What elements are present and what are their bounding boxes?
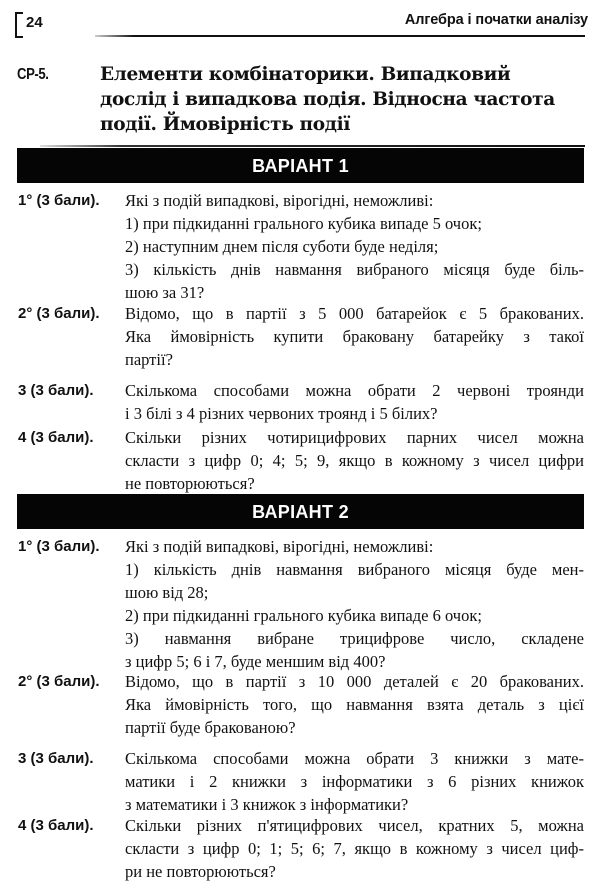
task-line: 3) кількість днів навмання вибраного місяця буде біль- — [125, 260, 584, 279]
task-line: і 3 білі з 4 різних червоних троянд і 5 білих? — [125, 404, 438, 423]
running-title: Алгебра і початки аналізу — [404, 12, 588, 28]
task-line: Скількома способами можна обрати 2 червоні троянди — [125, 381, 584, 400]
task-text — [125, 302, 584, 371]
task-line: матики і 2 книжки з інформатики з 6 різних книжок — [125, 772, 584, 791]
page-number-bracket — [15, 12, 23, 38]
task-line: 2) наступним днем після суботи буде неділя; — [125, 237, 439, 256]
section-title-line: Елементи комбінаторики. Випадковий — [100, 64, 511, 85]
task-line: партії? — [125, 350, 173, 369]
task-line: шою за 31? — [125, 283, 205, 302]
variant-1-header: ВАРІАНТ 1 — [17, 148, 584, 183]
task-text — [125, 379, 584, 425]
section-code: СР-5. — [17, 66, 49, 83]
task-line: скласти з цифр 0; 4; 5; 9, якщо в кожному з чисел цифри — [125, 451, 584, 470]
task-line: Які з подій випадкові, вірогідні, неможливі: — [125, 537, 434, 556]
task-line: Яка ймовірність купити браковану батарейку з такої — [125, 327, 584, 346]
task-line: Відомо, що в партії з 5 000 батарейок є 5 бракованих. — [125, 304, 584, 323]
task-text — [125, 670, 584, 739]
page-number: 24 — [26, 14, 43, 31]
task-label: 4 (3 бали). — [18, 429, 94, 446]
task-line: ри не повторюються? — [125, 862, 276, 881]
section-title-line: події. Ймовірність події — [100, 114, 351, 135]
task-label: 4 (3 бали). — [18, 817, 94, 834]
section-title — [100, 62, 590, 137]
header-divider — [95, 35, 585, 37]
task-line: 2) при підкиданні грального кубика випаде 6 очок; — [125, 606, 482, 625]
task-text — [125, 747, 584, 816]
task-text — [125, 814, 584, 883]
task-line: Скільки різних чотирицифрових парних чисел можна — [125, 428, 584, 447]
task-label: 1° (3 бали). — [18, 538, 100, 555]
task-line: скласти з цифр 0; 1; 5; 6; 7, якщо в кожному з чисел циф- — [125, 839, 584, 858]
task-line: 3) навмання вибране трицифрове число, складене — [125, 629, 584, 648]
task-label: 2° (3 бали). — [18, 305, 100, 322]
task-line: Які з подій випадкові, вірогідні, неможливі: — [125, 191, 434, 210]
task-line: з цифр 5; 6 і 7, буде меншим від 400? — [125, 652, 386, 671]
task-line: шою від 28; — [125, 583, 209, 602]
title-divider — [40, 145, 585, 147]
task-line: Скільки різних п'ятицифрових чисел, кратних 5, можна — [125, 816, 584, 835]
task-text — [125, 189, 584, 304]
task-text — [125, 426, 584, 495]
task-text — [125, 535, 584, 673]
task-label: 2° (3 бали). — [18, 673, 100, 690]
task-line: з математики і 3 книжок з інформатики? — [125, 795, 409, 814]
task-label: 3 (3 бали). — [18, 750, 94, 767]
task-line: партії буде бракованою? — [125, 718, 296, 737]
task-label: 3 (3 бали). — [18, 382, 94, 399]
task-line: Відомо, що в партії з 10 000 деталей є 20 бракованих. — [125, 672, 584, 691]
section-title-line: дослід і випадкова подія. Відносна частота — [100, 89, 555, 110]
task-line: Скількома способами можна обрати 3 книжки з мате- — [125, 749, 584, 768]
page-header — [0, 0, 600, 40]
task-line: Яка ймовірність того, що навмання взята деталь з цієї — [125, 695, 584, 714]
task-line: 1) кількість днів навмання вибраного місяця буде мен- — [125, 560, 584, 579]
task-line: не повторюються? — [125, 474, 255, 493]
variant-2-header: ВАРІАНТ 2 — [17, 494, 584, 529]
task-label: 1° (3 бали). — [18, 192, 100, 209]
task-line: 1) при підкиданні грального кубика випаде 5 очок; — [125, 214, 482, 233]
